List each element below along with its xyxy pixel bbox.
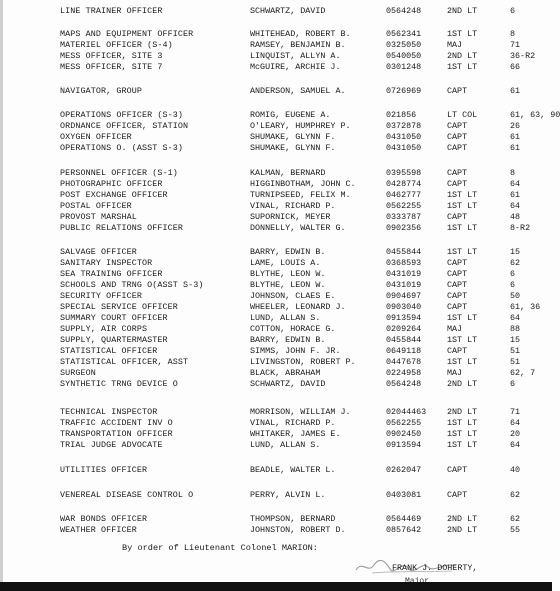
row-serial: 0913594 — [386, 440, 422, 450]
row-title: TRIAL JUDGE ADVOCATE — [60, 440, 163, 450]
row-name: HIGGINBOTHAM, JOHN C. — [250, 179, 356, 189]
row-name: RAMSEY, BENJAMIN B. — [250, 40, 346, 50]
row-name: McGUIRE, ARCHIE J. — [250, 62, 341, 72]
row-rank: 1ST LT — [447, 357, 478, 367]
row-rank: CAPT — [447, 143, 468, 153]
row-title: STATISTICAL OFFICER, ASST — [60, 357, 189, 367]
row-serial: 0431019 — [386, 280, 422, 290]
row-serial: 021856 — [386, 110, 417, 120]
row-serial: 0301248 — [386, 62, 422, 72]
roster-row — [0, 465, 552, 475]
row-name: ANDERSON, SAMUEL A. — [250, 86, 346, 96]
roster-row — [0, 247, 552, 257]
row-title: POSTAL OFFICER — [60, 201, 132, 211]
row-rank: CAPT — [447, 179, 468, 189]
row-title: PHOTOGRAPHIC OFFICER — [60, 179, 163, 189]
row-code: 40 — [510, 465, 521, 475]
row-name: SCHWARTZ, DAVID — [250, 379, 326, 389]
row-title: SUMMARY COURT OFFICER — [60, 313, 168, 323]
row-code: 62 — [510, 258, 521, 268]
row-rank: 2ND LT — [447, 407, 478, 417]
roster-row — [0, 6, 552, 16]
roster-row — [0, 212, 552, 222]
row-code: 64 — [510, 418, 521, 428]
row-name: SCHWARTZ, DAVID — [250, 6, 326, 16]
roster-row — [0, 291, 552, 301]
row-rank: 1ST LT — [447, 29, 478, 39]
row-title: LINE TRAINER OFFICER — [60, 6, 163, 16]
row-title: OPERATIONS OFFICER (S-3) — [60, 110, 184, 120]
row-code: 61 — [510, 132, 521, 142]
roster-row — [0, 29, 552, 39]
row-rank: 2ND LT — [447, 379, 478, 389]
row-name: O'LEARY, HUMPHREY P. — [250, 121, 351, 131]
row-title: SALVAGE OFFICER — [60, 247, 137, 257]
row-serial: 0431050 — [386, 132, 422, 142]
row-name: LUND, ALLAN S. — [250, 313, 321, 323]
row-rank: 1ST LT — [447, 247, 478, 257]
row-serial: 0431050 — [386, 143, 422, 153]
row-rank: CAPT — [447, 490, 468, 500]
row-rank: MAJ — [447, 324, 463, 334]
signer-name: FRANK J. DOHERTY, — [392, 563, 478, 573]
row-code: 66 — [510, 62, 521, 72]
row-name: VINAL, RICHARD P. — [250, 201, 336, 211]
row-serial: 0562341 — [386, 29, 422, 39]
row-name: TURNIPSEED, FELIX M. — [250, 190, 351, 200]
roster-row — [0, 302, 552, 312]
row-code: 8 — [510, 168, 516, 178]
roster-row — [0, 324, 552, 334]
row-name: BLYTHE, LEON W. — [250, 269, 326, 279]
row-name: JOHNSON, CLAES E. — [250, 291, 336, 301]
row-rank: CAPT — [447, 346, 468, 356]
row-rank: CAPT — [447, 465, 468, 475]
roster-row — [0, 514, 552, 524]
row-rank: CAPT — [447, 258, 468, 268]
row-title: TECHNICAL INSPECTOR — [60, 407, 158, 417]
row-name: BARRY, EDWIN B. — [250, 247, 326, 257]
row-title: PUBLIC RELATIONS OFFICER — [60, 223, 184, 233]
row-title: POST EXCHANGE OFFICER — [60, 190, 168, 200]
row-code: 62, 7 — [510, 368, 536, 378]
row-name: JOHNSTON, ROBERT D. — [250, 525, 346, 535]
row-serial: 0395598 — [386, 168, 422, 178]
row-serial: 0224958 — [386, 368, 422, 378]
row-title: SCHOOLS AND TRNG O(ASST S-3) — [60, 280, 204, 290]
row-code: 8 — [510, 29, 516, 39]
row-code: 64 — [510, 440, 521, 450]
row-rank: 1ST LT — [447, 335, 478, 345]
roster-row — [0, 313, 552, 323]
row-name: SHUMAKE, GLYNN F. — [250, 132, 336, 142]
row-name: LUND, ALLAN S. — [250, 440, 321, 450]
row-serial: 0262047 — [386, 465, 422, 475]
row-rank: CAPT — [447, 291, 468, 301]
roster-row — [0, 490, 552, 500]
row-title: SURGEON — [60, 368, 96, 378]
row-name: SHUMAKE, GLYNN F. — [250, 143, 336, 153]
row-code: 6 — [510, 6, 516, 16]
row-serial: 0649118 — [386, 346, 422, 356]
row-name: THOMPSON, BERNARD — [250, 514, 336, 524]
roster-row — [0, 357, 552, 367]
row-serial: 0368593 — [386, 258, 422, 268]
row-rank: 1ST LT — [447, 201, 478, 211]
row-rank: 1ST LT — [447, 62, 478, 72]
row-serial: 0540050 — [386, 51, 422, 61]
row-code: 64 — [510, 201, 521, 211]
row-rank: CAPT — [447, 302, 468, 312]
row-title: SUPPLY, QUARTERMASTER — [60, 335, 168, 345]
roster-row — [0, 269, 552, 279]
roster-row — [0, 168, 552, 178]
row-code: 51 — [510, 346, 521, 356]
row-serial: 0857642 — [386, 525, 422, 535]
row-serial: 0325050 — [386, 40, 422, 50]
row-code: 64 — [510, 313, 521, 323]
row-serial: 0372878 — [386, 121, 422, 131]
roster-row — [0, 280, 552, 290]
row-serial: 0564248 — [386, 6, 422, 16]
roster-row — [0, 51, 552, 61]
row-title: SECURITY OFFICER — [60, 291, 143, 301]
row-title: SANITARY INSPECTOR — [60, 258, 153, 268]
row-name: SIMMS, JOHN F. JR. — [250, 346, 341, 356]
row-name: LIVINGSTON, ROBERT P. — [250, 357, 356, 367]
row-code: 61, 63, 90 — [510, 110, 560, 120]
row-serial: 0447678 — [386, 357, 422, 367]
row-title: VENEREAL DISEASE CONTROL O — [60, 490, 194, 500]
row-serial: 0403081 — [386, 490, 422, 500]
row-code: 15 — [510, 247, 521, 257]
row-name: WHITAKER, JAMES E. — [250, 429, 341, 439]
row-code: 61, 36 — [510, 302, 541, 312]
roster-row — [0, 418, 552, 428]
row-title: OXYGEN OFFICER — [60, 132, 132, 142]
row-rank: 1ST LT — [447, 313, 478, 323]
row-name: BLYTHE, LEON W. — [250, 280, 326, 290]
row-rank: CAPT — [447, 132, 468, 142]
row-title: UTILITIES OFFICER — [60, 465, 148, 475]
row-code: 71 — [510, 40, 521, 50]
row-serial: 0903040 — [386, 302, 422, 312]
row-title: OPERATIONS O. (ASST S-3) — [60, 143, 184, 153]
row-rank: MAJ — [447, 368, 463, 378]
row-rank: 1ST LT — [447, 440, 478, 450]
row-code: 71 — [510, 407, 521, 417]
row-name: LAME, LOUIS A. — [250, 258, 321, 268]
row-name: COTTON, HORACE G. — [250, 324, 336, 334]
roster-row — [0, 258, 552, 268]
row-code: 6 — [510, 379, 516, 389]
roster-row — [0, 179, 552, 189]
row-code: 26 — [510, 121, 521, 131]
row-title: STATISTICAL OFFICER — [60, 346, 158, 356]
row-code: 36-R2 — [510, 51, 536, 61]
row-title: TRANSPORTATION OFFICER — [60, 429, 173, 439]
row-rank: 2ND LT — [447, 6, 478, 16]
row-code: 61 — [510, 190, 521, 200]
row-serial: 0564469 — [386, 514, 422, 524]
row-serial: 0904697 — [386, 291, 422, 301]
row-title: SUPPLY, AIR CORPS — [60, 324, 148, 334]
row-code: 6 — [510, 269, 516, 279]
row-serial: 0913594 — [386, 313, 422, 323]
row-title: PROVOST MARSHAL — [60, 212, 137, 222]
roster-row — [0, 440, 552, 450]
scan-bottom-band — [0, 582, 552, 591]
row-title: TRAFFIC ACCIDENT INV O — [60, 418, 173, 428]
row-rank: CAPT — [447, 212, 468, 222]
row-code: 61 — [510, 143, 521, 153]
row-rank: 1ST LT — [447, 223, 478, 233]
row-title: MATERIEL OFFICER (S-4) — [60, 40, 173, 50]
row-name: DONNELLY, WALTER G. — [250, 223, 346, 233]
row-name: BARRY, EDWIN B. — [250, 335, 326, 345]
roster-row — [0, 335, 552, 345]
row-code: 62 — [510, 514, 521, 524]
roster-row — [0, 190, 552, 200]
row-serial: 02044463 — [386, 407, 427, 417]
row-serial: 0333787 — [386, 212, 422, 222]
roster-row — [0, 143, 552, 153]
row-rank: LT COL — [447, 110, 478, 120]
row-serial: 0209264 — [386, 324, 422, 334]
roster-row — [0, 429, 552, 439]
row-name: WHITEHEAD, ROBERT B. — [250, 29, 351, 39]
row-name: SUPORNICK, MEYER — [250, 212, 331, 222]
roster-row — [0, 368, 552, 378]
row-serial: 0902356 — [386, 223, 422, 233]
row-serial: 0562255 — [386, 201, 422, 211]
row-code: 8-R2 — [510, 223, 531, 233]
row-rank: 1ST LT — [447, 429, 478, 439]
row-rank: 2ND LT — [447, 525, 478, 535]
row-code: 51 — [510, 357, 521, 367]
roster-row — [0, 379, 552, 389]
roster-row — [0, 346, 552, 356]
row-code: 88 — [510, 324, 521, 334]
roster-row — [0, 86, 552, 96]
row-serial: 0455844 — [386, 335, 422, 345]
row-title: SPECIAL SERVICE OFFICER — [60, 302, 178, 312]
row-name: LINQUIST, ALLYN A. — [250, 51, 341, 61]
roster-row — [0, 407, 552, 417]
row-code: 55 — [510, 525, 521, 535]
row-serial: 0726969 — [386, 86, 422, 96]
row-name: KALMAN, BERNARD — [250, 168, 326, 178]
row-rank: CAPT — [447, 168, 468, 178]
row-name: PERRY, ALVIN L. — [250, 490, 326, 500]
row-serial: 0902450 — [386, 429, 422, 439]
row-rank: CAPT — [447, 86, 468, 96]
row-code: 61 — [510, 86, 521, 96]
roster-row — [0, 132, 552, 142]
row-rank: 2ND LT — [447, 51, 478, 61]
order-line: By order of Lieutenant Colonel MARION: — [122, 543, 318, 553]
row-title: SYNTHETIC TRNG DEVICE O — [60, 379, 178, 389]
roster-row — [0, 40, 552, 50]
row-rank: CAPT — [447, 121, 468, 131]
row-rank: 2ND LT — [447, 514, 478, 524]
row-title: MESS OFFICER, SITE 3 — [60, 51, 163, 61]
row-code: 15 — [510, 335, 521, 345]
roster-row — [0, 223, 552, 233]
row-name: ROMIG, EUGENE A. — [250, 110, 331, 120]
row-name: MORRISON, WILLIAM J. — [250, 407, 351, 417]
row-title: WEATHER OFFICER — [60, 525, 137, 535]
roster-row — [0, 62, 552, 72]
row-rank: 1ST LT — [447, 418, 478, 428]
roster-row — [0, 121, 552, 131]
row-rank: CAPT — [447, 280, 468, 290]
row-serial: 0564248 — [386, 379, 422, 389]
row-serial: 0562255 — [386, 418, 422, 428]
row-code: 64 — [510, 179, 521, 189]
row-code: 62 — [510, 490, 521, 500]
row-name: BEADLE, WALTER L. — [250, 465, 336, 475]
row-code: 48 — [510, 212, 521, 222]
row-title: SEA TRAINING OFFICER — [60, 269, 163, 279]
row-name: VINAL, RICHARD P. — [250, 418, 336, 428]
row-code: 20 — [510, 429, 521, 439]
roster-row — [0, 110, 560, 120]
row-code: 6 — [510, 280, 516, 290]
row-title: PERSONNEL OFFICER (S-1) — [60, 168, 178, 178]
row-serial: 0462777 — [386, 190, 422, 200]
row-name: WHEELER, LEONARD J. — [250, 302, 346, 312]
row-rank: CAPT — [447, 269, 468, 279]
row-title: MAPS AND EQUIPMENT OFFICER — [60, 29, 194, 39]
row-serial: 0428774 — [386, 179, 422, 189]
roster-row — [0, 201, 552, 211]
roster-row — [0, 525, 552, 535]
row-serial: 0431019 — [386, 269, 422, 279]
row-code: 50 — [510, 291, 521, 301]
row-rank: 1ST LT — [447, 190, 478, 200]
row-rank: MAJ — [447, 40, 463, 50]
row-title: WAR BONDS OFFICER — [60, 514, 148, 524]
row-name: BLACK, ABRAHAM — [250, 368, 321, 378]
row-title: ORDNANCE OFFICER, STATION — [60, 121, 189, 131]
row-title: NAVIGATOR, GROUP — [60, 86, 143, 96]
row-serial: 0455844 — [386, 247, 422, 257]
row-title: MESS OFFICER, SITE 7 — [60, 62, 163, 72]
